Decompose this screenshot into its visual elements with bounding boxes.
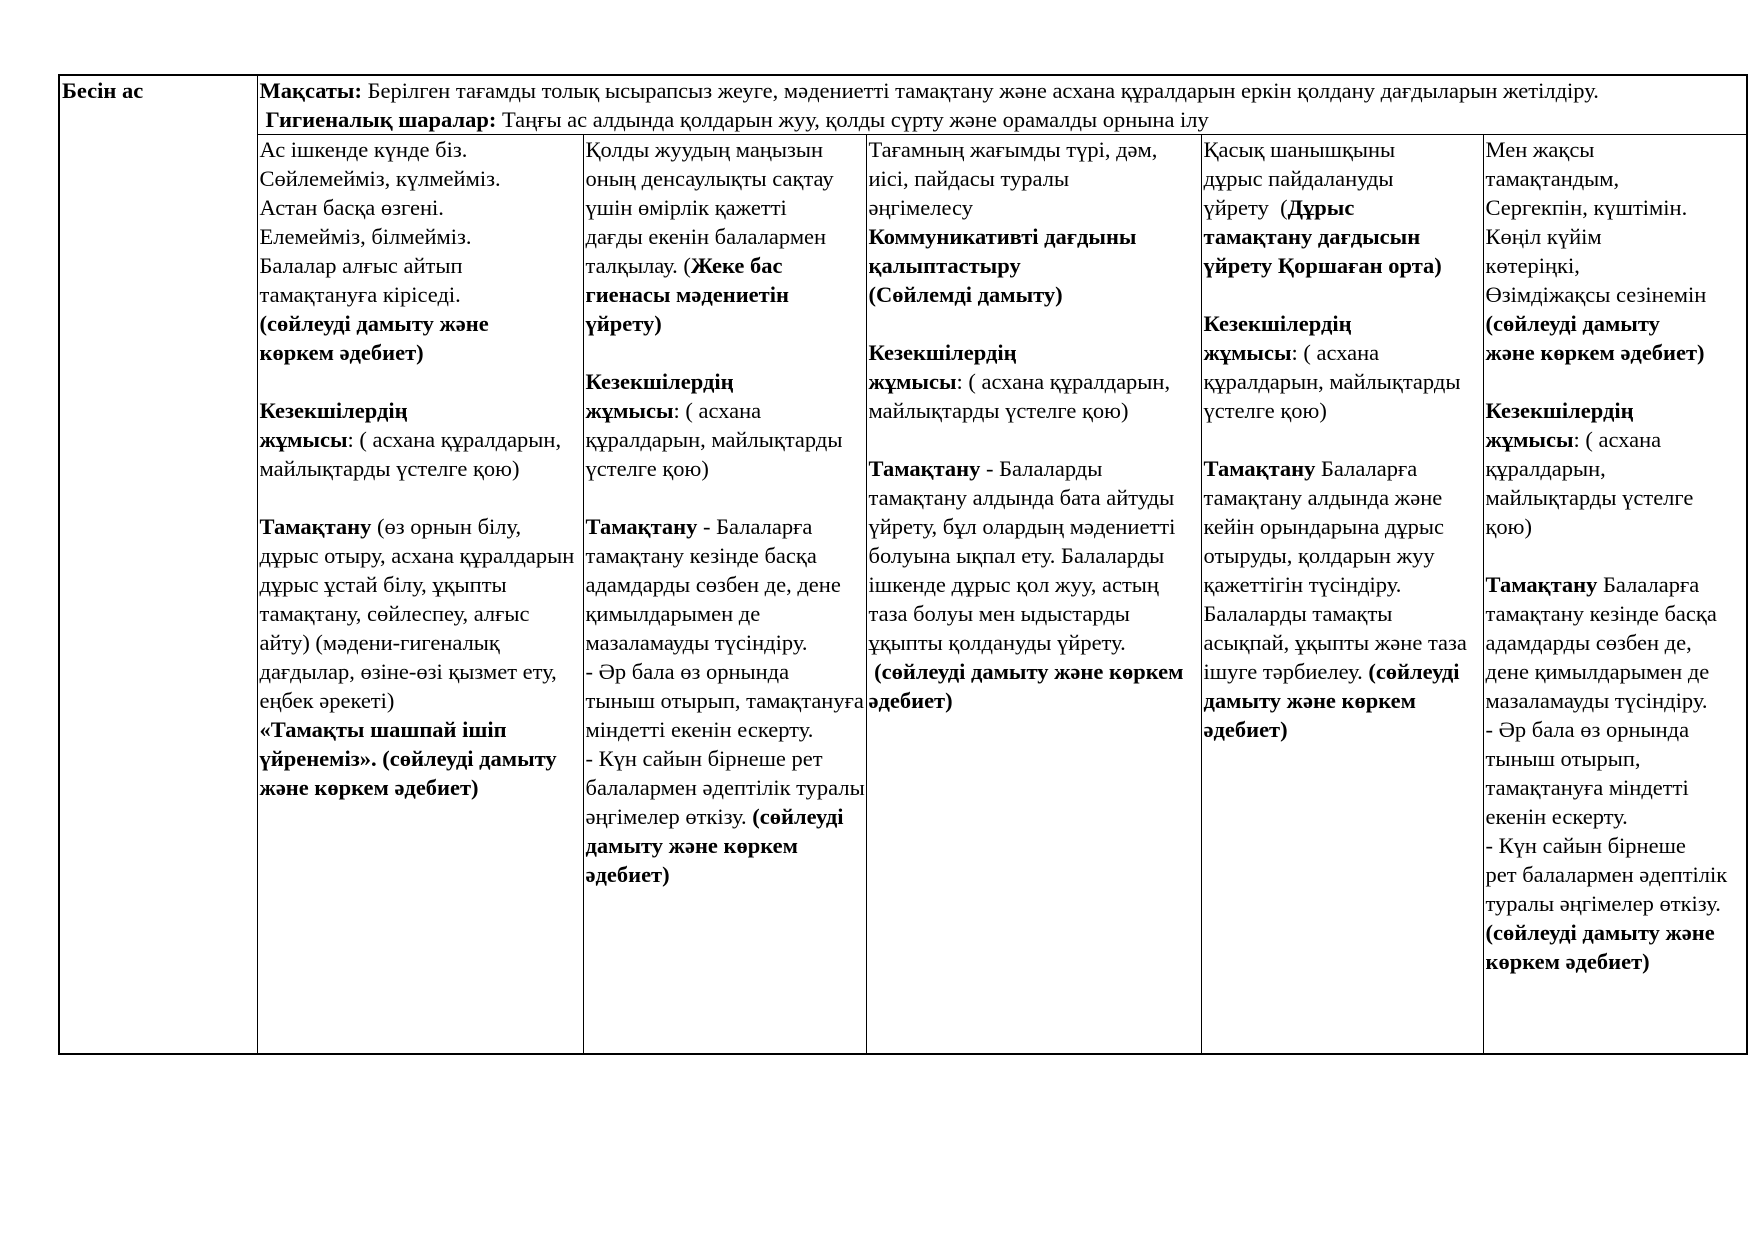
area-label: дамыту және көркем (1203, 688, 1416, 713)
duty-line: майлықтарды үстелге қою) (259, 456, 520, 481)
area-label: (сөйлеуді дамыту және (1485, 920, 1715, 945)
area-label: (сөйлеуді дамыту және көркем (868, 659, 1184, 684)
text-line: үшін өмірлік қажетті (585, 195, 787, 220)
duty-label: Кезекшілердің (868, 340, 1017, 365)
duty-line: құралдарын, майлықтарды (585, 427, 843, 452)
column-2 (583, 135, 866, 1055)
text-line: әңгімелесу (868, 195, 973, 220)
area-label: (Сөйлемді дамыту) (868, 282, 1063, 307)
column-1 (257, 135, 583, 1055)
meal-line: ұқыпты қолдануды үйрету. (868, 630, 1126, 655)
duty-line: жұмысы: ( асхана құралдарын, (868, 369, 1171, 394)
duty-line: жұмысы: ( асхана (1203, 340, 1380, 365)
area-label: Коммуникативті дағдыны (868, 224, 1137, 249)
text-line: үйрету (Дұрыс (1203, 195, 1355, 220)
duty-line: жұмысы: ( асхана (1485, 427, 1662, 452)
meal-line: әңгімелер өткізу. (сөйлеуді (585, 804, 844, 829)
area-label: көркем әдебиет) (259, 340, 424, 365)
meal-line: ішуге тәрбиелеу. (сөйлеуді (1203, 659, 1460, 684)
meal-line: - Әр бала өз орнында (585, 659, 790, 684)
duty-line: құралдарын, (1485, 456, 1606, 481)
text-line: көтеріңкі, (1485, 253, 1580, 278)
meal-line: адамдарды сөзбен де, дене (585, 572, 841, 597)
meal-line: асықпай, ұқыпты және таза (1203, 630, 1467, 655)
meal-line: Тамақтану - Балаларға (585, 514, 813, 539)
text-line: Көңіл күйім (1485, 224, 1602, 249)
text-line: тамақтандым, (1485, 166, 1620, 191)
motto-line: және көркем әдебиет) (259, 775, 479, 800)
meal-line: мазаламауды түсіндіру. (1485, 688, 1708, 713)
meal-line: үйрету, бұл олардың мәдениетті (868, 514, 1176, 539)
duty-line: құралдарын, майлықтарды (1203, 369, 1461, 394)
meal-line: таза болуы мен ыдыстарды (868, 601, 1130, 626)
poem-line: Сөйлемейміз, күлмейміз. (259, 166, 501, 191)
area-label: (сөйлеуді дамыту (1485, 311, 1660, 336)
meal-line: айту) (мәдени-гигеналық (259, 630, 500, 655)
column-4 (1201, 135, 1483, 1055)
motto-line: үйренеміз». (сөйлеуді дамыту (259, 746, 557, 771)
poem-line: Елемейміз, білмейміз. (259, 224, 472, 249)
hygiene-text: Таңғы ас алдында қолдарын жуу, қолды сүрту және орамалды орнына ілу (496, 107, 1209, 132)
meal-line: кейін орындарына дұрыс (1203, 514, 1444, 539)
hygiene-paragraph (260, 105, 1747, 134)
area-label: үйрету) (585, 311, 662, 336)
meal-line: міндетті екенін ескерту. (585, 717, 814, 742)
motto-line: «Тамақты шашпай ішіп (259, 717, 507, 742)
column-3 (866, 135, 1201, 1055)
goal-text: Берілген тағамды толық ысырапсыз жеуге, мәдениетті тамақтану және асхана құралдарын еркін қолдану дағдыларын жетілдіру. (362, 78, 1599, 103)
area-label: қалыптастыру (868, 253, 1021, 278)
goal-label: Мақсаты: (259, 78, 362, 103)
column-5 (1483, 135, 1747, 1055)
duty-line: қою) (1485, 514, 1532, 539)
meal-line: - Күн сайын бірнеше рет (585, 746, 823, 771)
duty-label: Кезекшілердің (259, 398, 408, 423)
text-line: Қасық шанышқыны (1203, 137, 1396, 162)
text-line: Мен жақсы (1485, 137, 1595, 162)
meal-line: тамақтану, сөйлеспеу, алғыс (259, 601, 530, 626)
area-label: әдебиет) (1203, 717, 1288, 742)
poem-line: Астан басқа өзгені. (259, 195, 444, 220)
text-line: Сергекпін, күштімін. (1485, 195, 1688, 220)
meal-line: тамақтануға міндетті (1485, 775, 1689, 800)
meal-line: тамақтану кезінде басқа (1485, 601, 1717, 626)
goal-paragraph (260, 76, 1747, 105)
area-label: әдебиет) (585, 862, 670, 887)
duty-line: үстелге қою) (585, 456, 709, 481)
duty-line: жұмысы: ( асхана (585, 398, 762, 423)
meal-line: рет балалармен әдептілік (1485, 862, 1728, 887)
area-label: үйрету Қоршаған орта) (1203, 253, 1442, 278)
area-label: гиенасы мәдениетін (585, 282, 789, 307)
meal-line: екенін ескерту. (1485, 804, 1628, 829)
duty-line: үстелге қою) (1203, 398, 1327, 423)
goal-row (59, 75, 1747, 135)
meal-line: тамақтану алдында бата айтуды (868, 485, 1175, 510)
meal-line: - Күн сайын бірнеше (1485, 833, 1686, 858)
duty-label: Кезекшілердің (1203, 311, 1352, 336)
meal-line: еңбек әрекеті) (259, 688, 395, 713)
poem-line: Балалар алғыс айтып (259, 253, 463, 278)
meal-line: адамдарды сөзбен де, (1485, 630, 1692, 655)
meal-line: Тамақтану Балаларға (1485, 572, 1700, 597)
meal-line: Тамақтану (өз орнын білу, (259, 514, 522, 539)
row-label: Бесін ас (59, 75, 257, 1054)
duty-line: майлықтарды үстелге (1485, 485, 1694, 510)
duty-line: жұмысы: ( асхана құралдарын, (259, 427, 562, 452)
meal-line: тыныш отырып, тамақтануға (585, 688, 864, 713)
poem-line: тамақтануға кіріседі. (259, 282, 461, 307)
meal-line: болуына ықпал ету. Балаларды (868, 543, 1165, 568)
meal-line: қимылдарымен де (585, 601, 761, 626)
meal-line: дұрыс отыру, асхана құралдарын (259, 543, 575, 568)
activity-row (59, 135, 1747, 1055)
text-line: дұрыс пайдалануды (1203, 166, 1394, 191)
meal-line: - Әр бала өз орнында (1485, 717, 1690, 742)
meal-line: Балаларды тамақты (1203, 601, 1393, 626)
area-label: көркем әдебиет) (1485, 949, 1650, 974)
meal-line: дағдылар, өзіне-өзі қызмет ету, (259, 659, 557, 684)
meal-line: Тамақтану - Балаларды (868, 456, 1103, 481)
meal-line: ішкенде дұрыс қол жуу, астың (868, 572, 1159, 597)
area-label: тамақтану дағдысын (1203, 224, 1421, 249)
meal-line: дене қимылдарымен де (1485, 659, 1710, 684)
meal-line: дұрыс ұстай білу, ұқыпты (259, 572, 507, 597)
meal-line: қажеттігін түсіндіру. (1203, 572, 1402, 597)
lesson-plan-table (58, 74, 1748, 1055)
text-line: Өзімдіжақсы сезінемін (1485, 282, 1707, 307)
meal-line: Тамақтану Балаларға (1203, 456, 1418, 481)
text-line: талқылау. (Жеке бас (585, 253, 783, 278)
text-line: иісі, пайдасы туралы (868, 166, 1070, 191)
duty-label: Кезекшілердің (585, 369, 734, 394)
meal-line: тамақтану алдында және (1203, 485, 1443, 510)
hygiene-label: Гигиеналық шаралар: (265, 107, 497, 132)
area-label: және көркем әдебиет) (1485, 340, 1705, 365)
meal-line: туралы әңгімелер өткізу. (1485, 891, 1721, 916)
meal-line: мазаламауды түсіндіру. (585, 630, 808, 655)
meal-line: тыныш отырып, (1485, 746, 1641, 771)
duty-label: Кезекшілердің (1485, 398, 1634, 423)
text-line: оның денсаулықты сақтау (585, 166, 834, 191)
text-line: дағды екенін балалармен (585, 224, 827, 249)
text-line: Қолды жуудың маңызын (585, 137, 824, 162)
area-label: дамыту және көркем (585, 833, 798, 858)
meal-line: балалармен әдептілік туралы (585, 775, 865, 800)
poem-line: Ас ішкенде күнде біз. (259, 137, 468, 162)
text-line: Тағамның жағымды түрі, дәм, (868, 137, 1158, 162)
duty-line: майлықтарды үстелге қою) (868, 398, 1129, 423)
meal-line: отыруды, қолдарын жуу (1203, 543, 1435, 568)
area-label: әдебиет) (868, 688, 953, 713)
area-label: (сөйлеуді дамыту және (259, 311, 489, 336)
meal-line: тамақтану кезінде басқа (585, 543, 817, 568)
goal-cell (257, 75, 1747, 135)
